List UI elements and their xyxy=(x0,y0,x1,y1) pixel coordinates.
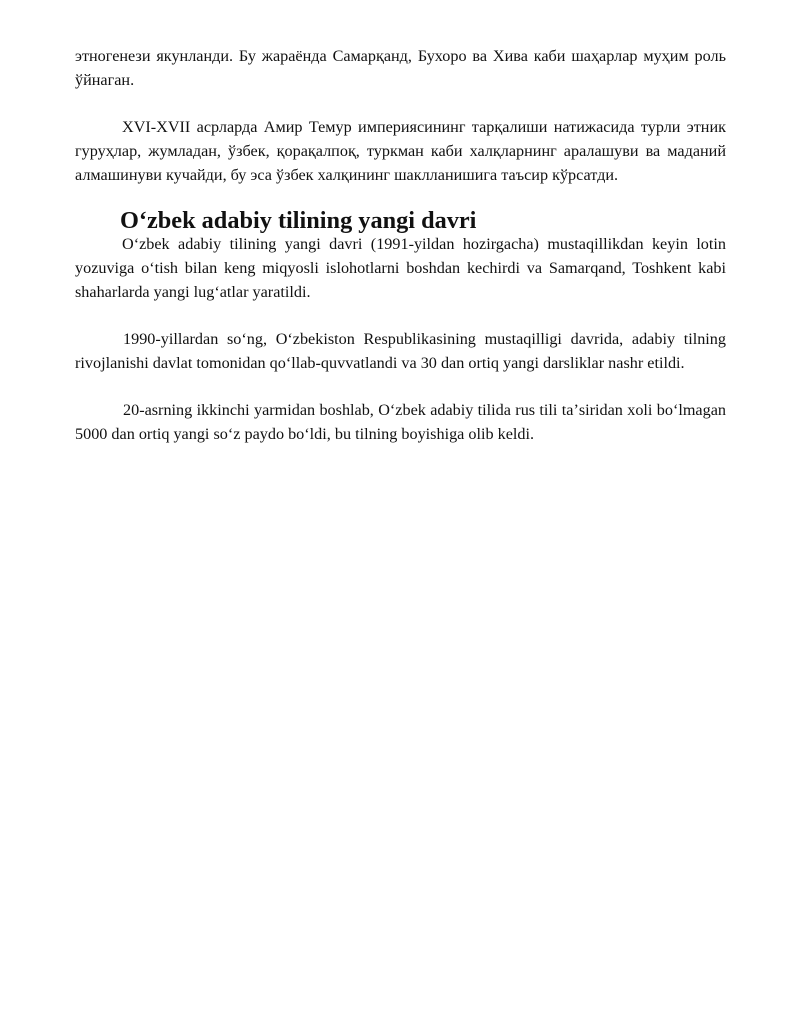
section-new-period xyxy=(75,209,726,446)
paragraph-independence-1990s: 1990-yillardan soʻng, Oʻzbekiston Respublikasining mustaqilligi davrida, adabiy tilning rivojlanishi davlat tomonidan qoʻllab-quvvatlandi va 30 dan ortiq yangi darsliklar nashr etildi. xyxy=(75,330,726,372)
paragraph-ethnogenesis-continuation: этногенези якунланди. Бу жараёнда Самарқанд, Бухоро ва Хива каби шаҳарлар муҳим роль ўйнаган. xyxy=(75,47,726,89)
paragraph-xvi-xvii-centuries: XVI-XVII асрларда Амир Темур империясининг тарқалиши натижасида турли этник гуруҳлар, жумладан, ўзбек, қорақалпоқ, туркман каби халқларнинг аралашуви ва маданий алмашинуви кучайди, бу эса ўзбек халқининг шаклланишига таъсир кўрсатди. xyxy=(75,118,726,184)
paragraph-new-period-intro: Oʻzbek adabiy tilining yangi davri (1991-yildan hozirgacha) mustaqillikdan keyin lotin yozuviga oʻtish bilan keng miqyosli islohotlarni boshdan kechirdi va Samarqand, Toshkent kabi shaharlarda yangi lugʻatlar yaratildi. xyxy=(75,235,726,301)
section-heading: Oʻzbek adabiy tilining yangi davri xyxy=(120,207,477,234)
paragraph-20th-century-words: 20-asrning ikkinchi yarmidan boshlab, Oʻzbek adabiy tilida rus tili taʼsiridan xoli boʻlmagan 5000 dan ortiq yangi soʻz paydo boʻldi, bu tilning boyishiga olib keldi. xyxy=(75,401,726,443)
document-page xyxy=(75,44,726,446)
